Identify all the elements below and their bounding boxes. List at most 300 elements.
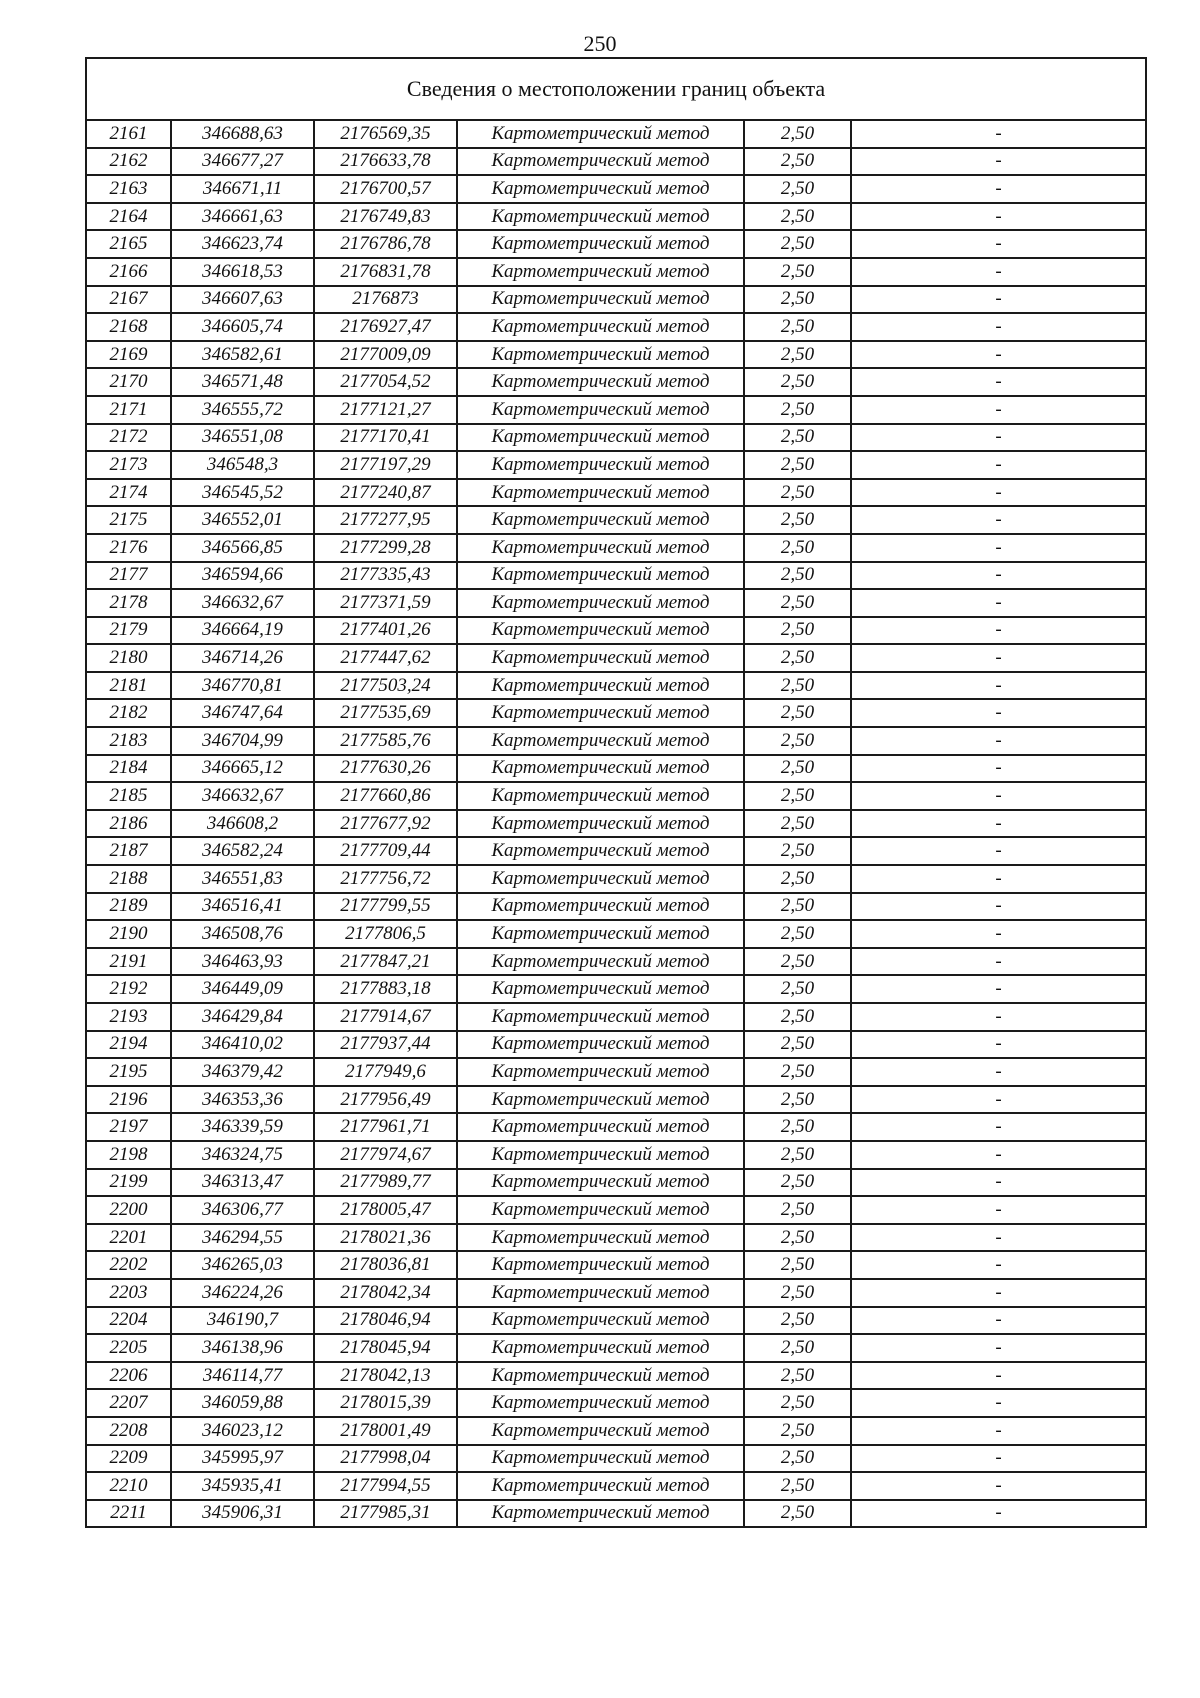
description-cell: - bbox=[851, 589, 1146, 617]
x-coordinate-cell: 346313,47 bbox=[171, 1169, 314, 1197]
accuracy-cell: 2,50 bbox=[744, 1307, 851, 1335]
point-number-cell: 2185 bbox=[86, 782, 171, 810]
accuracy-cell: 2,50 bbox=[744, 175, 851, 203]
x-coordinate-cell: 346555,72 bbox=[171, 396, 314, 424]
x-coordinate-cell: 346747,64 bbox=[171, 699, 314, 727]
table-row bbox=[86, 1472, 1146, 1500]
y-coordinate-cell: 2177998,04 bbox=[314, 1445, 457, 1473]
table-row bbox=[86, 368, 1146, 396]
table-row bbox=[86, 948, 1146, 976]
method-cell: Картометрический метод bbox=[457, 1031, 744, 1059]
accuracy-cell: 2,50 bbox=[744, 948, 851, 976]
point-number-cell: 2176 bbox=[86, 534, 171, 562]
y-coordinate-cell: 2177994,55 bbox=[314, 1472, 457, 1500]
accuracy-cell: 2,50 bbox=[744, 1086, 851, 1114]
method-cell: Картометрический метод bbox=[457, 1169, 744, 1197]
accuracy-cell: 2,50 bbox=[744, 148, 851, 176]
table-row bbox=[86, 1169, 1146, 1197]
accuracy-cell: 2,50 bbox=[744, 1279, 851, 1307]
point-number-cell: 2179 bbox=[86, 617, 171, 645]
description-cell: - bbox=[851, 203, 1146, 231]
x-coordinate-cell: 346463,93 bbox=[171, 948, 314, 976]
point-number-cell: 2209 bbox=[86, 1445, 171, 1473]
table-row bbox=[86, 341, 1146, 369]
point-number-cell: 2171 bbox=[86, 396, 171, 424]
point-number-cell: 2172 bbox=[86, 424, 171, 452]
x-coordinate-cell: 346353,36 bbox=[171, 1086, 314, 1114]
x-coordinate-cell: 346429,84 bbox=[171, 1003, 314, 1031]
x-coordinate-cell: 346023,12 bbox=[171, 1417, 314, 1445]
x-coordinate-cell: 346582,24 bbox=[171, 837, 314, 865]
description-cell: - bbox=[851, 1113, 1146, 1141]
accuracy-cell: 2,50 bbox=[744, 534, 851, 562]
x-coordinate-cell: 346632,67 bbox=[171, 782, 314, 810]
description-cell: - bbox=[851, 699, 1146, 727]
accuracy-cell: 2,50 bbox=[744, 230, 851, 258]
point-number-cell: 2196 bbox=[86, 1086, 171, 1114]
accuracy-cell: 2,50 bbox=[744, 1362, 851, 1390]
table-row bbox=[86, 313, 1146, 341]
table-header: Сведения о местоположении границ объекта bbox=[86, 58, 1146, 120]
point-number-cell: 2161 bbox=[86, 120, 171, 148]
y-coordinate-cell: 2177677,92 bbox=[314, 810, 457, 838]
y-coordinate-cell: 2177371,59 bbox=[314, 589, 457, 617]
table-row bbox=[86, 451, 1146, 479]
x-coordinate-cell: 346339,59 bbox=[171, 1113, 314, 1141]
table-row bbox=[86, 396, 1146, 424]
y-coordinate-cell: 2176700,57 bbox=[314, 175, 457, 203]
y-coordinate-cell: 2177240,87 bbox=[314, 479, 457, 507]
accuracy-cell: 2,50 bbox=[744, 1472, 851, 1500]
accuracy-cell: 2,50 bbox=[744, 920, 851, 948]
method-cell: Картометрический метод bbox=[457, 975, 744, 1003]
description-cell: - bbox=[851, 810, 1146, 838]
description-cell: - bbox=[851, 1031, 1146, 1059]
method-cell: Картометрический метод bbox=[457, 1141, 744, 1169]
description-cell: - bbox=[851, 451, 1146, 479]
table-row bbox=[86, 1058, 1146, 1086]
description-cell: - bbox=[851, 396, 1146, 424]
point-number-cell: 2170 bbox=[86, 368, 171, 396]
y-coordinate-cell: 2178021,36 bbox=[314, 1224, 457, 1252]
point-number-cell: 2204 bbox=[86, 1307, 171, 1335]
y-coordinate-cell: 2177937,44 bbox=[314, 1031, 457, 1059]
point-number-cell: 2166 bbox=[86, 258, 171, 286]
description-cell: - bbox=[851, 1141, 1146, 1169]
y-coordinate-cell: 2177335,43 bbox=[314, 562, 457, 590]
description-cell: - bbox=[851, 424, 1146, 452]
table-row bbox=[86, 589, 1146, 617]
y-coordinate-cell: 2177985,31 bbox=[314, 1500, 457, 1528]
description-cell: - bbox=[851, 755, 1146, 783]
x-coordinate-cell: 346704,99 bbox=[171, 727, 314, 755]
point-number-cell: 2201 bbox=[86, 1224, 171, 1252]
method-cell: Картометрический метод bbox=[457, 893, 744, 921]
x-coordinate-cell: 346516,41 bbox=[171, 893, 314, 921]
x-coordinate-cell: 346571,48 bbox=[171, 368, 314, 396]
point-number-cell: 2189 bbox=[86, 893, 171, 921]
method-cell: Картометрический метод bbox=[457, 1417, 744, 1445]
description-cell: - bbox=[851, 368, 1146, 396]
accuracy-cell: 2,50 bbox=[744, 562, 851, 590]
description-cell: - bbox=[851, 1279, 1146, 1307]
accuracy-cell: 2,50 bbox=[744, 203, 851, 231]
method-cell: Картометрический метод bbox=[457, 1251, 744, 1279]
method-cell: Картометрический метод bbox=[457, 368, 744, 396]
table-row bbox=[86, 1445, 1146, 1473]
table-row bbox=[86, 865, 1146, 893]
y-coordinate-cell: 2177447,62 bbox=[314, 644, 457, 672]
y-coordinate-cell: 2177170,41 bbox=[314, 424, 457, 452]
point-number-cell: 2190 bbox=[86, 920, 171, 948]
table-row bbox=[86, 562, 1146, 590]
method-cell: Картометрический метод bbox=[457, 1500, 744, 1528]
table-row bbox=[86, 1362, 1146, 1390]
description-cell: - bbox=[851, 1251, 1146, 1279]
method-cell: Картометрический метод bbox=[457, 1472, 744, 1500]
method-cell: Картометрический метод bbox=[457, 451, 744, 479]
x-coordinate-cell: 346508,76 bbox=[171, 920, 314, 948]
table-row bbox=[86, 617, 1146, 645]
table-row bbox=[86, 699, 1146, 727]
x-coordinate-cell: 346224,26 bbox=[171, 1279, 314, 1307]
x-coordinate-cell: 346545,52 bbox=[171, 479, 314, 507]
method-cell: Картометрический метод bbox=[457, 1445, 744, 1473]
accuracy-cell: 2,50 bbox=[744, 424, 851, 452]
method-cell: Картометрический метод bbox=[457, 672, 744, 700]
accuracy-cell: 2,50 bbox=[744, 341, 851, 369]
x-coordinate-cell: 346623,74 bbox=[171, 230, 314, 258]
description-cell: - bbox=[851, 1307, 1146, 1335]
accuracy-cell: 2,50 bbox=[744, 1196, 851, 1224]
table-row bbox=[86, 258, 1146, 286]
table-row bbox=[86, 755, 1146, 783]
accuracy-cell: 2,50 bbox=[744, 1058, 851, 1086]
accuracy-cell: 2,50 bbox=[744, 1334, 851, 1362]
point-number-cell: 2177 bbox=[86, 562, 171, 590]
y-coordinate-cell: 2177883,18 bbox=[314, 975, 457, 1003]
x-coordinate-cell: 346594,66 bbox=[171, 562, 314, 590]
description-cell: - bbox=[851, 313, 1146, 341]
accuracy-cell: 2,50 bbox=[744, 672, 851, 700]
point-number-cell: 2202 bbox=[86, 1251, 171, 1279]
description-cell: - bbox=[851, 1058, 1146, 1086]
method-cell: Картометрический метод bbox=[457, 1058, 744, 1086]
point-number-cell: 2208 bbox=[86, 1417, 171, 1445]
method-cell: Картометрический метод bbox=[457, 506, 744, 534]
y-coordinate-cell: 2176569,35 bbox=[314, 120, 457, 148]
x-coordinate-cell: 346294,55 bbox=[171, 1224, 314, 1252]
point-number-cell: 2167 bbox=[86, 286, 171, 314]
table-row bbox=[86, 286, 1146, 314]
page-number: 250 bbox=[583, 31, 617, 56]
accuracy-cell: 2,50 bbox=[744, 368, 851, 396]
point-number-cell: 2186 bbox=[86, 810, 171, 838]
table-row bbox=[86, 1417, 1146, 1445]
method-cell: Картометрический метод bbox=[457, 479, 744, 507]
method-cell: Картометрический метод bbox=[457, 1113, 744, 1141]
y-coordinate-cell: 2177585,76 bbox=[314, 727, 457, 755]
point-number-cell: 2178 bbox=[86, 589, 171, 617]
point-number-cell: 2180 bbox=[86, 644, 171, 672]
description-cell: - bbox=[851, 837, 1146, 865]
point-number-cell: 2162 bbox=[86, 148, 171, 176]
x-coordinate-cell: 346190,7 bbox=[171, 1307, 314, 1335]
x-coordinate-cell: 346605,74 bbox=[171, 313, 314, 341]
method-cell: Картометрический метод bbox=[457, 1003, 744, 1031]
point-number-cell: 2163 bbox=[86, 175, 171, 203]
y-coordinate-cell: 2178042,34 bbox=[314, 1279, 457, 1307]
x-coordinate-cell: 346607,63 bbox=[171, 286, 314, 314]
description-cell: - bbox=[851, 341, 1146, 369]
y-coordinate-cell: 2177756,72 bbox=[314, 865, 457, 893]
table-row bbox=[86, 1279, 1146, 1307]
y-coordinate-cell: 2177806,5 bbox=[314, 920, 457, 948]
x-coordinate-cell: 346551,08 bbox=[171, 424, 314, 452]
table-row bbox=[86, 203, 1146, 231]
point-number-cell: 2198 bbox=[86, 1141, 171, 1169]
x-coordinate-cell: 346665,12 bbox=[171, 755, 314, 783]
method-cell: Картометрический метод bbox=[457, 396, 744, 424]
description-cell: - bbox=[851, 1224, 1146, 1252]
accuracy-cell: 2,50 bbox=[744, 479, 851, 507]
description-cell: - bbox=[851, 782, 1146, 810]
method-cell: Картометрический метод bbox=[457, 258, 744, 286]
x-coordinate-cell: 346671,11 bbox=[171, 175, 314, 203]
y-coordinate-cell: 2177709,44 bbox=[314, 837, 457, 865]
point-number-cell: 2199 bbox=[86, 1169, 171, 1197]
accuracy-cell: 2,50 bbox=[744, 644, 851, 672]
y-coordinate-cell: 2176831,78 bbox=[314, 258, 457, 286]
accuracy-cell: 2,50 bbox=[744, 1113, 851, 1141]
table-row bbox=[86, 1224, 1146, 1252]
table-row bbox=[86, 975, 1146, 1003]
method-cell: Картометрический метод bbox=[457, 1362, 744, 1390]
x-coordinate-cell: 346566,85 bbox=[171, 534, 314, 562]
method-cell: Картометрический метод bbox=[457, 1279, 744, 1307]
description-cell: - bbox=[851, 617, 1146, 645]
point-number-cell: 2184 bbox=[86, 755, 171, 783]
method-cell: Картометрический метод bbox=[457, 782, 744, 810]
y-coordinate-cell: 2177949,6 bbox=[314, 1058, 457, 1086]
method-cell: Картометрический метод bbox=[457, 617, 744, 645]
description-cell: - bbox=[851, 893, 1146, 921]
y-coordinate-cell: 2177961,71 bbox=[314, 1113, 457, 1141]
y-coordinate-cell: 2177121,27 bbox=[314, 396, 457, 424]
description-cell: - bbox=[851, 120, 1146, 148]
table-row bbox=[86, 837, 1146, 865]
x-coordinate-cell: 346324,75 bbox=[171, 1141, 314, 1169]
point-number-cell: 2205 bbox=[86, 1334, 171, 1362]
description-cell: - bbox=[851, 644, 1146, 672]
table-header-row bbox=[86, 58, 1146, 120]
table-row bbox=[86, 727, 1146, 755]
method-cell: Картометрический метод bbox=[457, 644, 744, 672]
accuracy-cell: 2,50 bbox=[744, 589, 851, 617]
description-cell: - bbox=[851, 506, 1146, 534]
accuracy-cell: 2,50 bbox=[744, 120, 851, 148]
y-coordinate-cell: 2176633,78 bbox=[314, 148, 457, 176]
accuracy-cell: 2,50 bbox=[744, 1389, 851, 1417]
y-coordinate-cell: 2176873 bbox=[314, 286, 457, 314]
y-coordinate-cell: 2177054,52 bbox=[314, 368, 457, 396]
table-row bbox=[86, 810, 1146, 838]
accuracy-cell: 2,50 bbox=[744, 313, 851, 341]
accuracy-cell: 2,50 bbox=[744, 755, 851, 783]
table-row bbox=[86, 644, 1146, 672]
method-cell: Картометрический метод bbox=[457, 948, 744, 976]
table-row bbox=[86, 230, 1146, 258]
accuracy-cell: 2,50 bbox=[744, 837, 851, 865]
point-number-cell: 2191 bbox=[86, 948, 171, 976]
table-row bbox=[86, 506, 1146, 534]
point-number-cell: 2165 bbox=[86, 230, 171, 258]
accuracy-cell: 2,50 bbox=[744, 727, 851, 755]
x-coordinate-cell: 346410,02 bbox=[171, 1031, 314, 1059]
method-cell: Картометрический метод bbox=[457, 286, 744, 314]
description-cell: - bbox=[851, 1417, 1146, 1445]
description-cell: - bbox=[851, 479, 1146, 507]
point-number-cell: 2211 bbox=[86, 1500, 171, 1528]
y-coordinate-cell: 2177277,95 bbox=[314, 506, 457, 534]
accuracy-cell: 2,50 bbox=[744, 1445, 851, 1473]
accuracy-cell: 2,50 bbox=[744, 1224, 851, 1252]
x-coordinate-cell: 346714,26 bbox=[171, 644, 314, 672]
table-row bbox=[86, 1113, 1146, 1141]
table-row bbox=[86, 120, 1146, 148]
accuracy-cell: 2,50 bbox=[744, 1251, 851, 1279]
description-cell: - bbox=[851, 727, 1146, 755]
table-body bbox=[86, 120, 1146, 1527]
x-coordinate-cell: 345935,41 bbox=[171, 1472, 314, 1500]
table-row bbox=[86, 1141, 1146, 1169]
x-coordinate-cell: 346552,01 bbox=[171, 506, 314, 534]
y-coordinate-cell: 2177799,55 bbox=[314, 893, 457, 921]
table-row bbox=[86, 893, 1146, 921]
accuracy-cell: 2,50 bbox=[744, 1003, 851, 1031]
accuracy-cell: 2,50 bbox=[744, 506, 851, 534]
accuracy-cell: 2,50 bbox=[744, 975, 851, 1003]
accuracy-cell: 2,50 bbox=[744, 286, 851, 314]
y-coordinate-cell: 2177989,77 bbox=[314, 1169, 457, 1197]
point-number-cell: 2183 bbox=[86, 727, 171, 755]
method-cell: Картометрический метод bbox=[457, 810, 744, 838]
method-cell: Картометрический метод bbox=[457, 562, 744, 590]
accuracy-cell: 2,50 bbox=[744, 865, 851, 893]
table-row bbox=[86, 424, 1146, 452]
method-cell: Картометрический метод bbox=[457, 699, 744, 727]
description-cell: - bbox=[851, 1169, 1146, 1197]
y-coordinate-cell: 2178045,94 bbox=[314, 1334, 457, 1362]
point-number-cell: 2182 bbox=[86, 699, 171, 727]
description-cell: - bbox=[851, 672, 1146, 700]
point-number-cell: 2192 bbox=[86, 975, 171, 1003]
table-row bbox=[86, 1196, 1146, 1224]
method-cell: Картометрический метод bbox=[457, 589, 744, 617]
table-row bbox=[86, 175, 1146, 203]
y-coordinate-cell: 2176786,78 bbox=[314, 230, 457, 258]
description-cell: - bbox=[851, 148, 1146, 176]
description-cell: - bbox=[851, 1445, 1146, 1473]
method-cell: Картометрический метод bbox=[457, 920, 744, 948]
y-coordinate-cell: 2177401,26 bbox=[314, 617, 457, 645]
point-number-cell: 2200 bbox=[86, 1196, 171, 1224]
point-number-cell: 2203 bbox=[86, 1279, 171, 1307]
x-coordinate-cell: 345995,97 bbox=[171, 1445, 314, 1473]
description-cell: - bbox=[851, 948, 1146, 976]
y-coordinate-cell: 2177914,67 bbox=[314, 1003, 457, 1031]
y-coordinate-cell: 2177660,86 bbox=[314, 782, 457, 810]
method-cell: Картометрический метод bbox=[457, 424, 744, 452]
boundary-coordinates-table bbox=[85, 57, 1147, 1528]
description-cell: - bbox=[851, 258, 1146, 286]
description-cell: - bbox=[851, 1196, 1146, 1224]
table-row bbox=[86, 479, 1146, 507]
point-number-cell: 2195 bbox=[86, 1058, 171, 1086]
description-cell: - bbox=[851, 1086, 1146, 1114]
x-coordinate-cell: 346059,88 bbox=[171, 1389, 314, 1417]
x-coordinate-cell: 346661,63 bbox=[171, 203, 314, 231]
x-coordinate-cell: 345906,31 bbox=[171, 1500, 314, 1528]
point-number-cell: 2174 bbox=[86, 479, 171, 507]
method-cell: Картометрический метод bbox=[457, 1086, 744, 1114]
table-row bbox=[86, 1307, 1146, 1335]
description-cell: - bbox=[851, 920, 1146, 948]
x-coordinate-cell: 346582,61 bbox=[171, 341, 314, 369]
y-coordinate-cell: 2177197,29 bbox=[314, 451, 457, 479]
x-coordinate-cell: 346688,63 bbox=[171, 120, 314, 148]
point-number-cell: 2188 bbox=[86, 865, 171, 893]
description-cell: - bbox=[851, 175, 1146, 203]
x-coordinate-cell: 346664,19 bbox=[171, 617, 314, 645]
method-cell: Картометрический метод bbox=[457, 1389, 744, 1417]
method-cell: Картометрический метод bbox=[457, 175, 744, 203]
method-cell: Картометрический метод bbox=[457, 120, 744, 148]
y-coordinate-cell: 2178005,47 bbox=[314, 1196, 457, 1224]
y-coordinate-cell: 2178046,94 bbox=[314, 1307, 457, 1335]
accuracy-cell: 2,50 bbox=[744, 782, 851, 810]
y-coordinate-cell: 2178001,49 bbox=[314, 1417, 457, 1445]
x-coordinate-cell: 346618,53 bbox=[171, 258, 314, 286]
description-cell: - bbox=[851, 1334, 1146, 1362]
table-row bbox=[86, 1500, 1146, 1528]
point-number-cell: 2194 bbox=[86, 1031, 171, 1059]
table-row bbox=[86, 1086, 1146, 1114]
x-coordinate-cell: 346138,96 bbox=[171, 1334, 314, 1362]
accuracy-cell: 2,50 bbox=[744, 1500, 851, 1528]
accuracy-cell: 2,50 bbox=[744, 810, 851, 838]
x-coordinate-cell: 346114,77 bbox=[171, 1362, 314, 1390]
method-cell: Картометрический метод bbox=[457, 313, 744, 341]
accuracy-cell: 2,50 bbox=[744, 1417, 851, 1445]
table-row bbox=[86, 1251, 1146, 1279]
y-coordinate-cell: 2178036,81 bbox=[314, 1251, 457, 1279]
method-cell: Картометрический метод bbox=[457, 1307, 744, 1335]
method-cell: Картометрический метод bbox=[457, 1334, 744, 1362]
accuracy-cell: 2,50 bbox=[744, 1169, 851, 1197]
method-cell: Картометрический метод bbox=[457, 1224, 744, 1252]
x-coordinate-cell: 346548,3 bbox=[171, 451, 314, 479]
y-coordinate-cell: 2176749,83 bbox=[314, 203, 457, 231]
point-number-cell: 2164 bbox=[86, 203, 171, 231]
description-cell: - bbox=[851, 1472, 1146, 1500]
method-cell: Картометрический метод bbox=[457, 230, 744, 258]
accuracy-cell: 2,50 bbox=[744, 1031, 851, 1059]
accuracy-cell: 2,50 bbox=[744, 617, 851, 645]
y-coordinate-cell: 2178042,13 bbox=[314, 1362, 457, 1390]
y-coordinate-cell: 2177535,69 bbox=[314, 699, 457, 727]
table-row bbox=[86, 1334, 1146, 1362]
